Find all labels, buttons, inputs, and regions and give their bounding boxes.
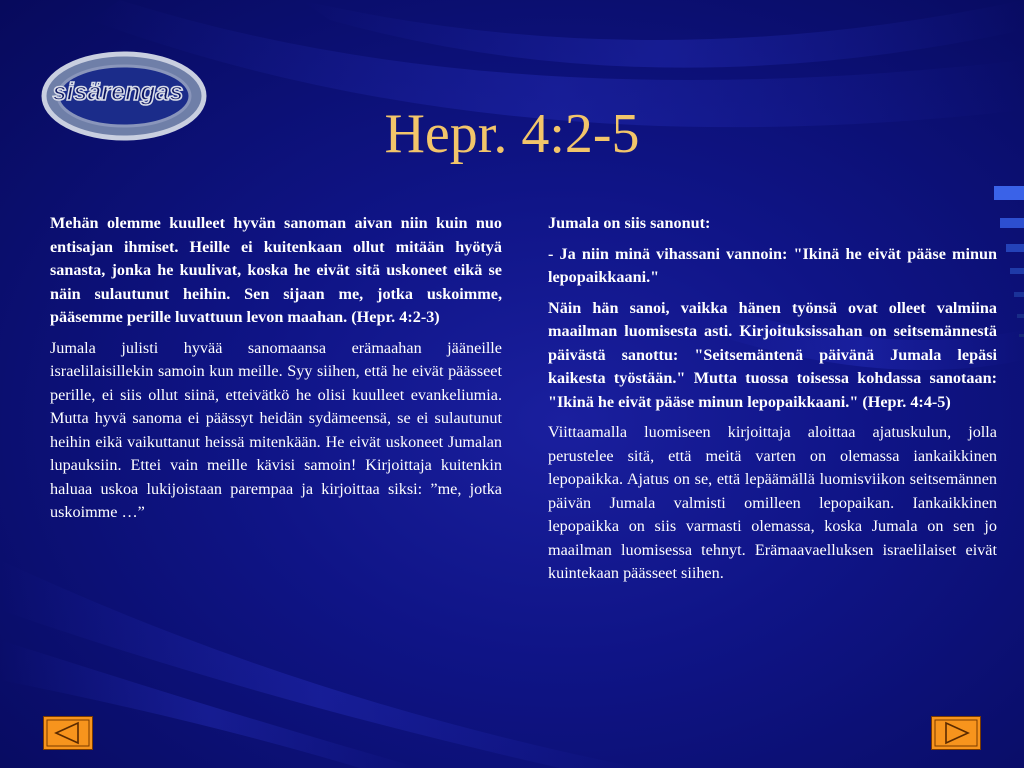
right-column <box>548 212 997 593</box>
triangle-right-icon <box>932 717 980 749</box>
left-column <box>50 212 502 532</box>
scripture-quote: Näin hän sanoi, vaikka hänen työnsä ovat olleet valmiina maailman luomisesta asti. Kirjoituksissahan on seitsemännestä päivästä sanottu: "Seitsemäntenä päivänä Jumala lepäsi kaikesta työstään." Mutta tuossa toisessa kohdassa sanotaan: "Ikinä he eivät pääse minun lepopaikkaani." (Hepr. 4:4-5) <box>548 298 997 411</box>
logo-text: sisärengas <box>52 78 184 106</box>
commentary-paragraph: Viittaamalla luomiseen kirjoittaja aloittaa ajatuskulun, jolla perustelee sitä, että meitä varten on olemassa iankaikkinen lepopaikka. Ajatus on se, että lepäämällä luomisviikon seitsemännen päivän Jumala valmisti omilleen lepopaikan. Iankaikkinen lepopaikka on siis varmasti olemassa, koska Jumala on sen jo maailman luomisessa tehnyt. Erämaavaelluksen israelilaiset eivät kuintekaan päässeet siihen. <box>548 423 997 582</box>
scripture-quote: Mehän olemme kuulleet hyvän sanoman aivan niin kuin nuo entisajan ihmiset. Heille ei kuitenkaan ollut mitään hyötyä sanasta, jonka he kuulivat, koska he eivät sitä uskoneet eikä se näin sulautunut heihin. Sen sijaan me, jotka uskoimme, pääsemme perille luvattuun levon maahan. (Hepr. 4:2-3) <box>50 214 502 326</box>
next-slide-button[interactable] <box>931 716 981 750</box>
scripture-intro: Jumala on siis sanonut: <box>548 214 711 232</box>
triangle-left-icon <box>44 717 92 749</box>
previous-slide-button[interactable] <box>43 716 93 750</box>
scripture-oath: - Ja niin minä vihassani vannoin: "Ikinä he eivät pääse minun lepopaikkaani." <box>548 244 997 286</box>
commentary-paragraph: Jumala julisti hyvää sanomaansa erämaahan jääneille israelilaisillekin samoin kun meille. Syy siihen, että he eivät päässeet perille, ei siis ollut siinä, etteivätkö he olisi kuulleet evankeliumia. Mutta hyvä sanoma ei päässyt heidän sydämeensä, se ei sulautunut heihin eikä vaikuttanut heissä mitenkään. He eivät uskoneet Jumalan lupauksiin. Ettei vain meille kävisi samoin! Kirjoittaja kuitenkin haluaa uskoa lukijoistaan parempaa ja kirjoittaa siksi: ”me, jotka uskoimme …” <box>50 338 502 521</box>
slide-title: Hepr. 4:2-5 <box>384 103 640 165</box>
